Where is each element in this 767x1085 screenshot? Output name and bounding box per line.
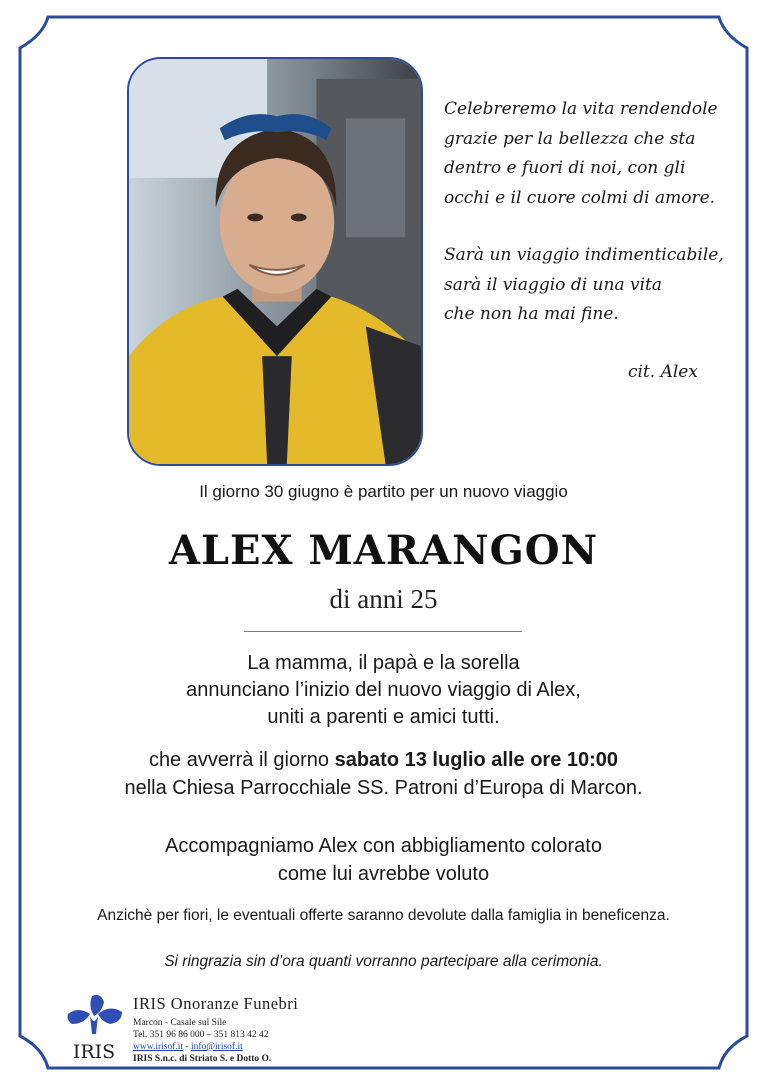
- divider: [244, 631, 522, 632]
- link-separator: -: [183, 1042, 191, 1052]
- quote-line: dentro e fuori di noi, con gli: [444, 158, 686, 178]
- family-line: uniti a parenti e amici tutti.: [267, 706, 500, 728]
- email-link[interactable]: info@irisof.it: [190, 1042, 243, 1052]
- funeral-home-company: IRIS S.n.c. di Striato S. e Dotto O.: [133, 1054, 272, 1064]
- quote-line: occhi e il cuore colmi di amore.: [444, 187, 716, 208]
- ceremony-date: sabato 13 luglio alle ore 10:00: [334, 749, 619, 771]
- quote-line: Sarà un viaggio indimenticabile,: [444, 245, 724, 265]
- quote-line: che non ha mai fine.: [444, 304, 619, 324]
- thanks-note: Si ringrazia sin d’ora quanti vorranno partecipare alla cerimonia.: [164, 953, 603, 970]
- dress-code: [0, 832, 767, 888]
- quote-citation: cit. Alex: [628, 362, 698, 382]
- quote-line: Celebreremo la vita rendendole: [444, 99, 718, 119]
- funeral-home-footer: [62, 992, 362, 1072]
- quote-block: [444, 95, 744, 382]
- ceremony-place: nella Chiesa Parrocchiale SS. Patroni d’Europa di Marcon.: [124, 777, 643, 799]
- funeral-home-name: IRIS Onoranze Funebri: [133, 994, 299, 1013]
- deceased-age: di anni 25: [329, 584, 438, 614]
- website-link[interactable]: www.irisof.it: [133, 1042, 184, 1052]
- logo-text: IRIS: [72, 1041, 116, 1062]
- charity-note: Anzichè per fiori, le eventuali offerte saranno devolute dalla famiglia in beneficenza.: [97, 907, 670, 924]
- quote-line: sarà il viaggio di una vita: [444, 274, 662, 295]
- family-announcement: [0, 650, 767, 731]
- dress-line: Accompagniamo Alex con abbigliamento colorato: [165, 835, 602, 857]
- iris-logo-icon: [62, 992, 126, 1062]
- family-line: annunciano l’inizio del nuovo viaggio di Alex,: [186, 679, 581, 701]
- dress-line: come lui avrebbe voluto: [277, 863, 490, 885]
- ceremony-info: [0, 746, 767, 802]
- funeral-home-phone: Tel. 351 96 86 000 – 351 813 42 42: [133, 1030, 269, 1040]
- deceased-name: ALEX MARANGON: [168, 527, 599, 574]
- portrait-photo: [127, 57, 423, 466]
- quote-line: grazie per la bellezza che sta: [444, 128, 696, 149]
- family-line: La mamma, il papà e la sorella: [247, 652, 520, 674]
- intro-text: Il giorno 30 giugno è partito per un nuovo viaggio: [199, 482, 568, 501]
- funeral-home-location: Marcon - Casale sul Sile: [133, 1018, 227, 1028]
- ceremony-prefix: che avverrà il giorno: [148, 749, 335, 771]
